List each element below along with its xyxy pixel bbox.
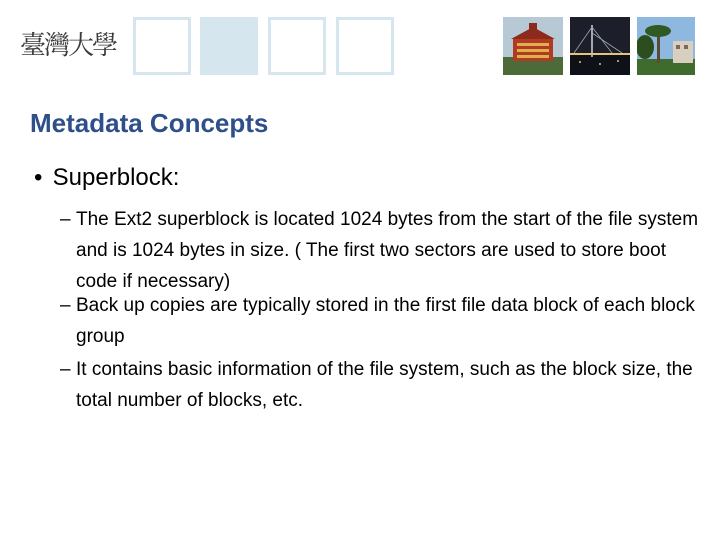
sub-bullet-dash: – [60, 359, 71, 380]
grand-hotel-photo [503, 17, 563, 75]
bullet-label: Superblock: [52, 164, 180, 191]
sub-bullet-text: It contains basic information of the file system, such as the block size, the total number of blocks, etc. [76, 359, 693, 411]
sub-bullet-item [60, 204, 710, 297]
bullet-symbol: • [34, 164, 43, 191]
sub-bullet-dash: – [60, 209, 71, 230]
decorative-square [133, 17, 191, 75]
sub-bullet-item [60, 290, 710, 352]
sub-bullet-text: The Ext2 superblock is located 1024 bytes from the start of the file system and is 1024 bytes in size. ( The first two sectors are used to store boot code if necessary) [76, 209, 699, 292]
decorative-square [268, 17, 326, 75]
slide-title: Metadata Concepts [30, 108, 269, 138]
decorative-square-filled [200, 17, 258, 75]
bullet-item [34, 164, 179, 192]
sub-bullet-item [60, 354, 710, 416]
palm-building-photo [637, 17, 695, 75]
night-bridge-photo [570, 17, 630, 75]
sub-bullet-text: Back up copies are typically stored in the first file data block of each block group [76, 295, 695, 347]
university-logo: 臺灣大學 [20, 31, 117, 61]
sub-bullet-dash: – [60, 295, 71, 316]
decorative-square [336, 17, 394, 75]
